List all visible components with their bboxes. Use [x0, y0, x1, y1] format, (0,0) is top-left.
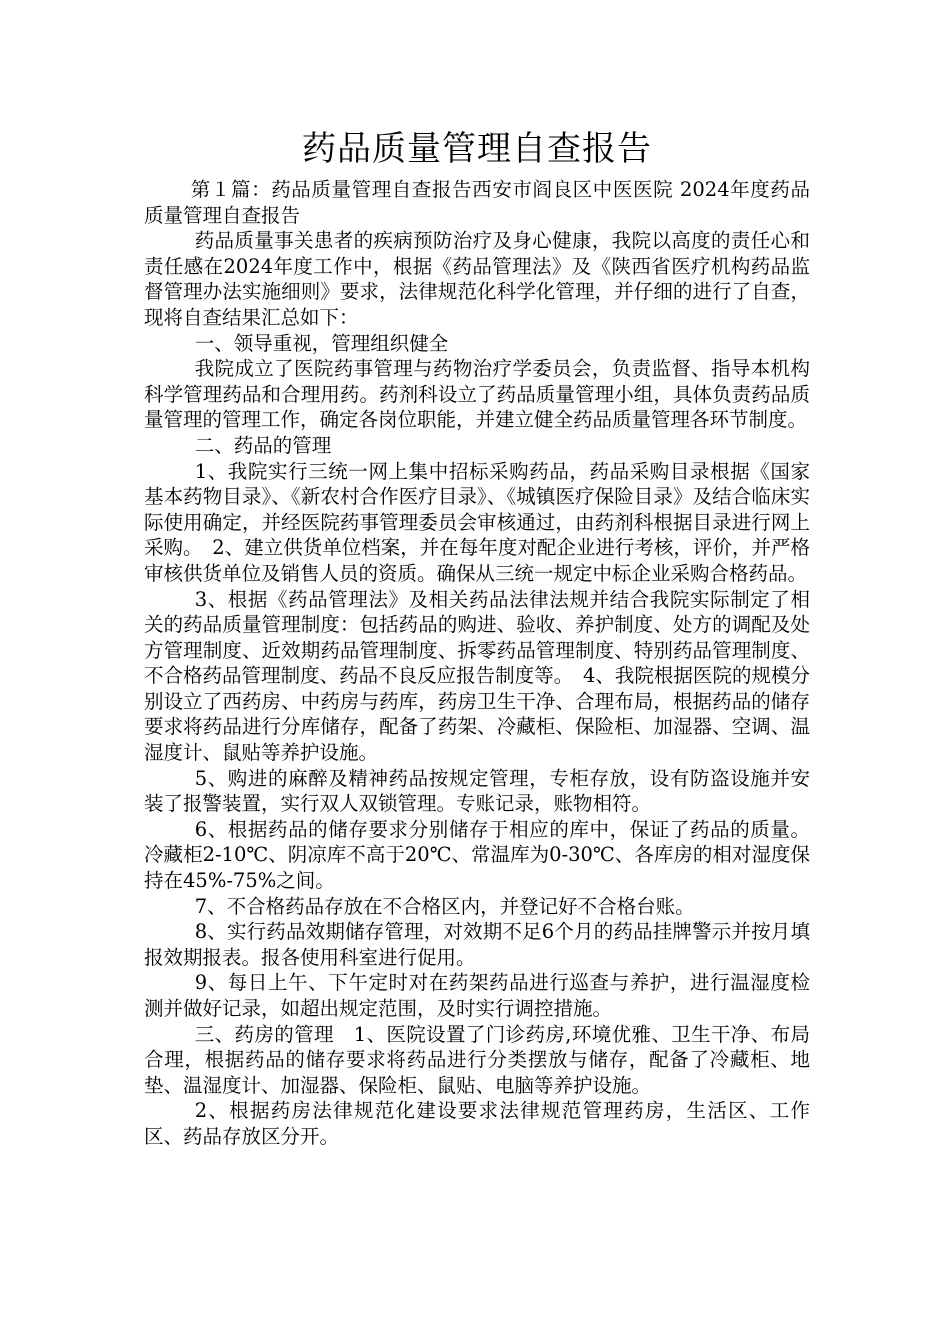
document-title: 药品质量管理自查报告: [302, 129, 652, 169]
paragraph: 7、不合格药品存放在不合格区内，并登记好不合格台账。: [194, 894, 695, 918]
paragraph: 1、我院实行三统一网上集中招标采购药品，药品采购目录根据《国家基本药物目录》、《新农村合作医疗目录》、《城镇医疗保险目录》及结合临床实际使用确定，并经医院药事管理委员会审核通过，由药剂科根据目录进行网上采购。 2、建立供货单位档案，并在每年度对配企业进行考核，评价，并严格审核供货单位及销售人员的资质。确保从三统一规定中标企业采购合格药品。: [144, 459, 810, 585]
paragraph: 6、根据药品的储存要求分别储存于相应的库中，保证了药品的质量。冷藏柜2-10℃、阴凉库不高于20℃、常温库为0-30℃、各库房的相对湿度保持在45%-75%之间。: [144, 817, 810, 893]
paragraph: 三、药房的管理 1、医院设置了门诊药房,环境优雅、卫生干净、布局合理，根据药品的储存要求将药品进行分类摆放与储存，配备了冷藏柜、地垫、温湿度计、加湿器、保险柜、鼠贴、电脑等养护设施。: [144, 1022, 810, 1097]
section-heading: 二、药品的管理: [194, 433, 332, 457]
paragraph: 3、根据《药品管理法》及相关药品法律法规并结合我院实际制定了相关的药品质量管理制度：包括药品的购进、验收、养护制度、处方的调配及处方管理制度、近效期药品管理制度、拆零药品管理制度、特别药品管理制度、不合格药品管理制度、药品不良反应报告制度等。 4、我院根据医院的规模分别设立了西药房、中药房与药库，药房卫生干净、合理布局，根据药品的储存要求将药品进行分库储存，配备了药架、冷藏柜、保险柜、加湿器、空调、温湿度计、鼠贴等养护设施。: [144, 587, 810, 765]
document-body: [144, 177, 810, 1150]
paragraph: 2、根据药房法律规范化建设要求法律规范管理药房，生活区、工作区、药品存放区分开。: [144, 1099, 810, 1148]
paragraph: 9、每日上午、下午定时对在药架药品进行巡查与养护，进行温湿度检测并做好记录，如超出规定范围，及时实行调控措施。: [144, 971, 810, 1020]
paragraph: 8、实行药品效期储存管理，对效期不足6个月的药品挂牌警示并按月填报效期报表。报各使用科室进行促用。: [144, 920, 810, 969]
paragraph: 我院成立了医院药事管理与药物治疗学委员会，负责监督、指导本机构科学管理药品和合理用药。药剂科设立了药品质量管理小组，具体负责药品质量管理的管理工作，确定各岗位职能，并建立健全药品质量管理各环节制度。: [144, 357, 810, 432]
section-heading: 一、领导重视，管理组织健全: [194, 331, 449, 355]
paragraph: 5、购进的麻醉及精神药品按规定管理，专柜存放，设有防盗设施并安装了报警装置，实行双人双锁管理。专账记录，账物相符。: [144, 766, 810, 816]
paragraph: 药品质量事关患者的疾病预防治疗及身心健康，我院以高度的责任心和责任感在2024年度工作中，根据《药品管理法》及《陕西省医疗机构药品监督管理办法实施细则》要求，法律规范化科学化管理，并仔细的进行了自查，现将自查结果汇总如下：: [144, 229, 810, 329]
paragraph: 第１篇：药品质量管理自查报告西安市阎良区中医医院 2024年度药品质量管理自查报告: [144, 178, 810, 227]
